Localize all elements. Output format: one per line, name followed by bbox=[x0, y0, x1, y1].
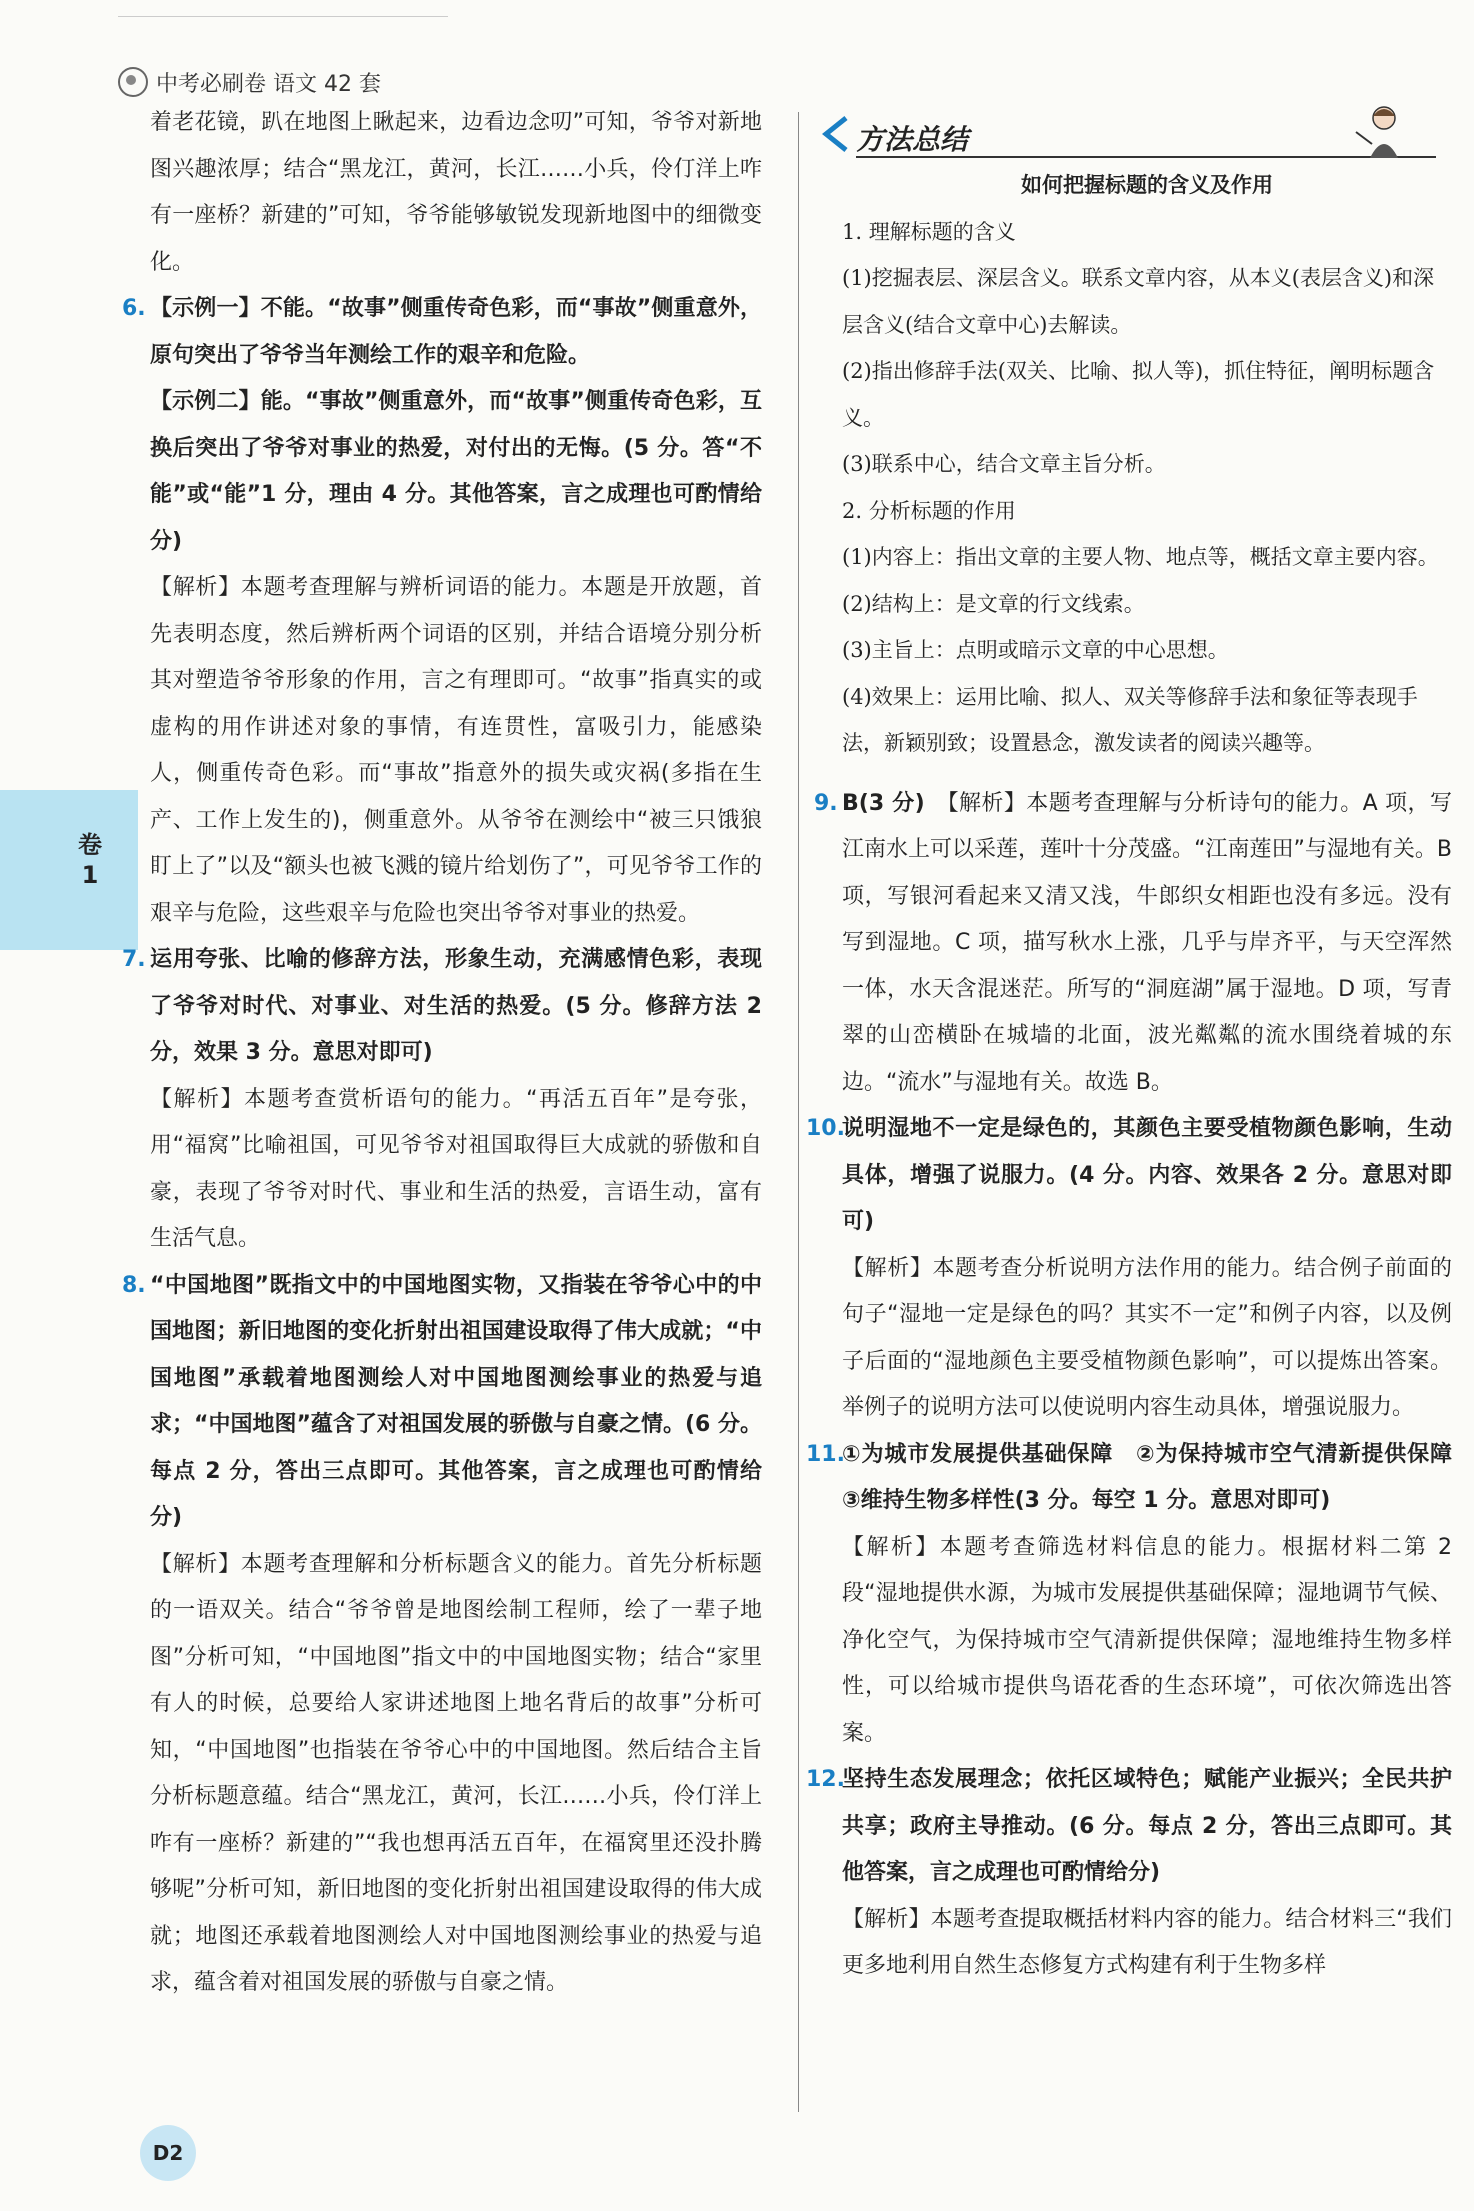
q12-answer: 坚持生态发展理念；依托区域特色；赋能产业振兴；全民共护共享；政府主导推动。(6 分。每点 2 分，答出三点即可。其他答案，言之成理也可酌情给分) bbox=[842, 1767, 1452, 1885]
question-8 bbox=[122, 1263, 763, 2007]
method-line: 1. 理解标题的含义 bbox=[842, 219, 1016, 244]
method-summary bbox=[842, 162, 1452, 767]
page-number-badge: D2 bbox=[140, 2125, 196, 2181]
book-logo-icon bbox=[118, 67, 148, 97]
q11-analysis: 【解析】本题考查筛选材料信息的能力。根据材料二第 2 段“湿地提供水源，为城市发展提供基础保障；湿地调节气候、净化空气，为保持城市空气清新提供保障；湿地维持生物多样性，可以给城市提供鸟语花香的生态环境”，可依次筛选出答案。 bbox=[842, 1534, 1452, 1746]
volume-tab-label: 卷 1 bbox=[78, 831, 102, 889]
question-12 bbox=[806, 1757, 1452, 1990]
question-number: 10. bbox=[806, 1116, 845, 1141]
q7-answer: 运用夸张、比喻的修辞方法，形象生动，充满感情色彩，表现了爷爷对时代、对事业、对生活的热爱。(5 分。修辞方法 2 分，效果 3 分。意思对即可) bbox=[150, 947, 762, 1065]
right-column bbox=[806, 118, 1474, 1990]
method-line: (4)效果上：运用比喻、拟人、双关等修辞手法和象征等表现手法，新颖别致；设置悬念，激发读者的阅读兴趣等。 bbox=[842, 684, 1418, 755]
method-line: (1)挖掘表层、深层含义。联系文章内容，从本义(表层含义)和深层含义(结合文章中心)去解读。 bbox=[842, 266, 1435, 337]
q6-analysis: 【解析】本题考查理解与辨析词语的能力。本题是开放题，首先表明态度，然后辨析两个词语的区别，并结合语境分别分析其对塑造爷爷形象的作用，言之有理即可。“故事”指真实的或虚构的用作讲述对象的事情，有连贯性，富吸引力，能感染人，侧重传奇色彩。而“事故”指意外的损失或灾祸(多指在生产、工作上发生的)，侧重意外。从爷爷在测绘中“被三只饿狼盯上了”以及“额头也被飞溅的镜片给划伤了”，可见爷爷工作的艰辛与危险，这些艰辛与危险也突出爷爷对事业的热爱。 bbox=[150, 575, 762, 926]
page-header bbox=[118, 62, 381, 102]
column-divider bbox=[798, 112, 799, 2112]
volume-tab bbox=[0, 790, 138, 950]
question-number: 6. bbox=[122, 296, 146, 321]
method-line: (2)指出修辞手法(双关、比喻、拟人等)，抓住特征，阐明标题含义。 bbox=[842, 359, 1435, 430]
question-number: 8. bbox=[122, 1272, 146, 1298]
q8-answer: “中国地图”既指文中的中国地图实物，又指装在爷爷心中的中国地图；新旧地图的变化折射出祖国建设取得了伟大成就；“中国地图”承载着地图测绘人对中国地图测绘事业的热爱与追求；“中国地图”蕴含了对祖国发展的骄傲与自豪之情。(6 分。每点 2 分，答出三点即可。其他答案，言之成理也可酌情给分) bbox=[150, 1272, 762, 1530]
q10-answer: 说明湿地不一定是绿色的，其颜色主要受植物颜色影响，生动具体，增强了说服力。(4 分。内容、效果各 2 分。意思对即可) bbox=[842, 1116, 1452, 1234]
q11-answer: ①为城市发展提供基础保障 ②为保持城市空气清新提供保障 ③维持生物多样性(3 分。每空 1 分。意思对即可) bbox=[842, 1441, 1474, 1513]
question-number: 12. bbox=[806, 1767, 845, 1792]
method-subtitle: 如何把握标题的含义及作用 bbox=[1021, 172, 1273, 197]
q5-continuation: 着老花镜，趴在地图上瞅起来，边看边念叨”可知，爷爷对新地图兴趣浓厚；结合“黑龙江，黄河，长江……小兵，伶仃洋上咋有一座桥？新建的”可知，爷爷能够敏锐发现新地图中的细微变化。 bbox=[150, 110, 762, 275]
method-line: 2. 分析标题的作用 bbox=[842, 498, 1016, 523]
q9-answer: B(3 分) bbox=[842, 790, 925, 816]
question-number: 11. bbox=[806, 1441, 845, 1467]
method-line: (3)主旨上：点明或暗示文章的中心思想。 bbox=[842, 638, 1229, 662]
question-9 bbox=[814, 781, 1452, 1107]
method-line: (3)联系中心，结合文章主旨分析。 bbox=[842, 452, 1166, 476]
q7-analysis: 【解析】本题考查赏析语句的能力。“再活五百年”是夸张，用“福窝”比喻祖国，可见爷爷对祖国取得巨大成就的骄傲和自豪，表现了爷爷对时代、事业和生活的热爱，言语生动，富有生活气息。 bbox=[150, 1086, 762, 1251]
left-column bbox=[122, 100, 763, 2007]
question-6 bbox=[122, 286, 762, 937]
method-summary-title: 方法总结 bbox=[856, 123, 969, 156]
q6-answer-2: 【示例二】能。“事故”侧重意外，而“故事”侧重传奇色彩，互换后突出了爷爷对事业的热爱，对付出的无悔。(5 分。答“不能”或“能”1 分，理由 4 分。其他答案，言之成理也可酌情给分) bbox=[150, 389, 762, 554]
question-number: 9. bbox=[814, 790, 838, 816]
method-line: (1)内容上：指出文章的主要人物、地点等，概括文章主要内容。 bbox=[842, 545, 1439, 569]
method-line: (2)结构上：是文章的行文线索。 bbox=[842, 591, 1145, 616]
question-10 bbox=[806, 1106, 1453, 1432]
q9-analysis: 【解析】本题考查理解与分析诗句的能力。A 项，写江南水上可以采莲，莲叶十分茂盛。“江南莲田”与湿地有关。B 项，写银河看起来又清又浅，牛郎织女相距也没有多远。没有写到湿地。C 项，描写秋水上涨，几乎与岸齐平，与天空浑然一体，水天含混迷茫。所写的“洞庭湖”属于湿地。D 项，写青翠的山峦横卧在城墙的北面，波光粼粼的流水围绕着城的东边。“流水”与湿地有关。故选 B。 bbox=[842, 790, 1452, 1095]
q12-analysis: 【解析】本题考查提取概括材料内容的能力。结合材料三“我们更多地利用自然生态修复方式构建有利于生物多样 bbox=[842, 1906, 1452, 1978]
top-rule bbox=[118, 16, 448, 17]
question-11 bbox=[806, 1432, 1474, 1758]
question-7 bbox=[122, 937, 762, 1263]
q6-answer-1: 【示例一】不能。“故事”侧重传奇色彩，而“事故”侧重意外，原句突出了爷爷当年测绘工作的艰辛和危险。 bbox=[150, 296, 762, 368]
q8-analysis: 【解析】本题考查理解和分析标题含义的能力。首先分析标题的一语双关。结合“爷爷曾是地图绘制工程师，绘了一辈子地图”分析可知，“中国地图”指文中的中国地图实物；结合“家里有人的时候，总要给人家讲述地图上地名背后的故事”分析可知，“中国地图”也指装在爷爷心中的中国地图。然后结合主旨分析标题意蕴。结合“黑龙江，黄河，长江……小兵，伶仃洋上咋有一座桥？新建的”“我也想再活五百年，在福窝里还没扑腾够呢”分析可知，新旧地图的变化折射出祖国建设取得的伟大成就；地图还承载着地图测绘人对中国地图测绘事业的热爱与追求，蕴含着对祖国发展的骄傲与自豪之情。 bbox=[150, 1551, 763, 1995]
q10-analysis: 【解析】本题考查分析说明方法作用的能力。结合例子前面的句子“湿地一定是绿色的吗？其实不一定”和例子内容，以及例子后面的“湿地颜色主要受植物颜色影响”，可以提炼出答案。举例子的说明方法可以使说明内容生动具体，增强说服力。 bbox=[842, 1255, 1453, 1420]
book-title: 中考必刷卷 语文 42 套 bbox=[156, 71, 381, 97]
question-number: 7. bbox=[122, 947, 146, 972]
